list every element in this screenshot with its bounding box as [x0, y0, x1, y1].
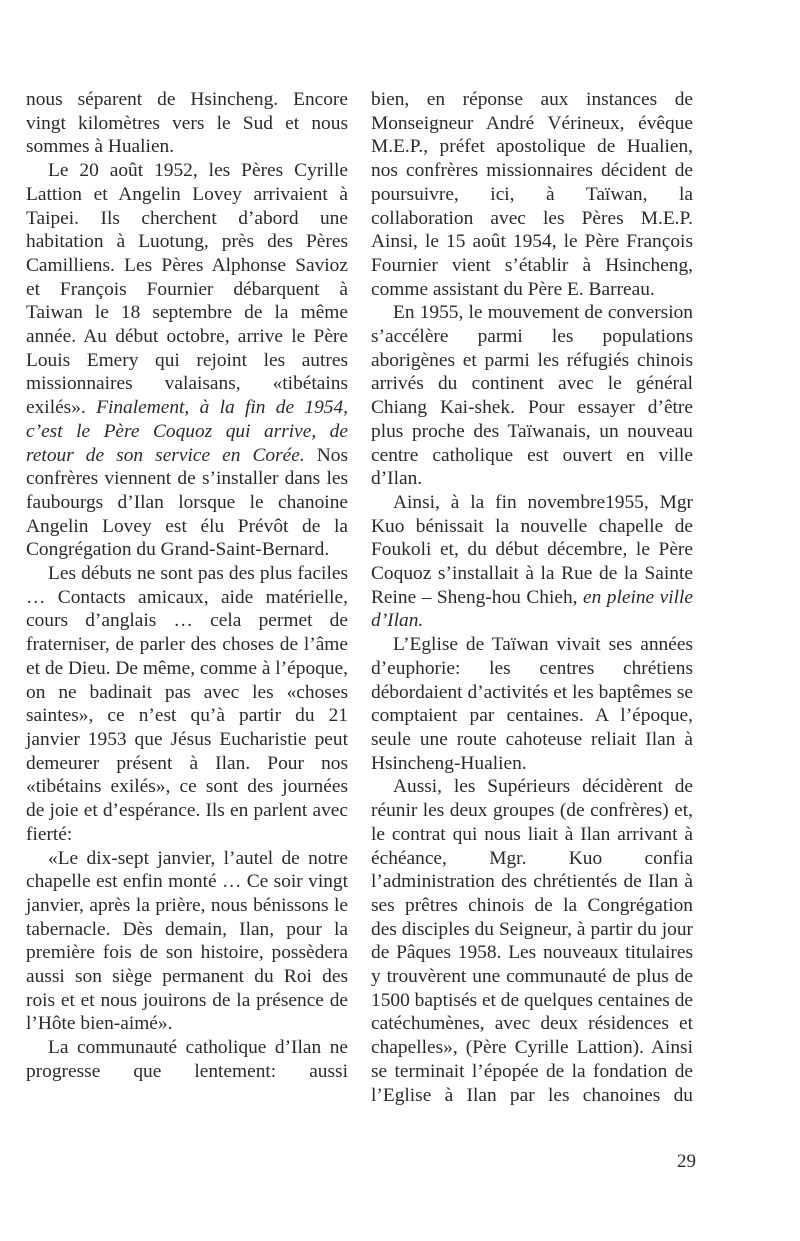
italic-passage: en pleine ville d’Ilan.: [371, 586, 693, 632]
paragraph-text: Nos confrères viennent de s’installer dans les faubourgs d’Ilan lorsque le chanoine Angelin Lovey est élu Prévôt de la Congrégation du Grand-Saint-Bernard.: [26, 444, 348, 561]
paragraph: [371, 491, 693, 633]
italic-passage: Finalement, à la fin de 1954, c’est le Père Coquoz qui arrive, de retour de son service en Corée.: [26, 397, 348, 466]
paragraph: L’Eglise de Taïwan vivait ses années d’euphorie: les centres chrétiens débordaient d’activités et les baptêmes se comptaient par centaines. A l’époque, seule une route cahoteuse reliait Ilan à Hsincheng-Hualien.: [371, 634, 693, 774]
left-column: [26, 88, 348, 1084]
paragraph: [26, 159, 348, 562]
page-number: 29: [677, 1151, 696, 1172]
paragraph: En 1955, le mouvement de conversion s’accélère parmi les populations aborigènes et parmi les réfugiés chinois arrivés du continent avec le général Chiang Kai-shek. Pour essayer d’être plus proche des Taïwanais, un nouveau centre catholique est ouvert en ville d’Ilan.: [371, 302, 693, 490]
paragraph: Aussi, les Supérieurs décidèrent de réunir les deux groupes (de confrères) et, le contrat qui nous liait à Ilan arrivant à échéance, Mgr. Kuo confia l’administration des chrétientés de Ilan à ses prêtres chinois de la Congrégation des disciples du Seigneur, à partir du jour de Pâques 1958. Les nouveaux titulaires y trouvèrent une communauté de plus de 1500 baptisés et de quelques centaines de catéchumènes, avec deux résidences et chapelles», (Père Cyrille Lattion). Ainsi se terminait l’épopée de la fondation de l’Eglise à Ilan par les chanoines du: [371, 776, 694, 1106]
paragraph: La communauté catholique d’Ilan ne progresse que lentement: aussi: [26, 1037, 348, 1082]
paragraph-text: Ainsi, à la fin novembre1955, Mgr Kuo bénissait la nouvelle chapelle de Foukoli et, du début décembre, le Père Coquoz s’installait à la Rue de la Sainte Reine – Sheng-hou Chieh,: [371, 491, 693, 608]
paragraph: nous séparent de Hsincheng. Encore vingt kilomètres vers le Sud et nous sommes à Hualien.: [26, 89, 348, 158]
right-column: [371, 88, 693, 1107]
paragraph: Les débuts ne sont pas des plus faciles … Contacts amicaux, aide matérielle, cours d’anglais … cela permet de fraterniser, de parler des choses de l’âme et de Dieu. De même, comme à l’époque, on ne badinait pas avec les «choses saintes», ce n’est qu’à partir du 21 janvier 1953 que Jésus Eucharistie peut demeurer présent à Ilan. Pour nos «tibétains exilés», ce sont des journées de joie et d’espérance. Ils en parlent avec fierté:: [26, 563, 348, 845]
paragraph: bien, en réponse aux instances de Monseigneur André Vérineux, évêque M.E.P., préfet apostolique de Hualien, nos confrères missionnaires décident de poursuivre, ici, à Taïwan, la collaboration avec les Pères M.E.P. Ainsi, le 15 août 1954, le Père François Fournier vient s’établir à Hsincheng, comme assistant du Père E. Barreau.: [371, 89, 693, 300]
paragraph-text: Le 20 août 1952, les Pères Cyrille Lattion et Angelin Lovey arrivaient à Taipei. Ils cherchent d’abord une habitation à Luotung, près des Pères Camilliens. Les Pères Alphonse Savioz et François Fournier débarquent à Taiwan le 18 septembre de la même année. Au début octobre, arrive le Père Louis Emery qui rejoint les autres missionnaires valaisans, «tibétains exilés».: [26, 160, 348, 419]
quotation-paragraph: «Le dix-sept janvier, l’autel de notre chapelle est enfin monté … Ce soir vingt janvier, après la prière, nous bénissons le tabernacle. Dès demain, Ilan, pour la première fois de son histoire, possèdera aussi son siège permanent du Roi des rois et et nous jouirons de la présence de l’Hôte bien-aimé».: [26, 847, 348, 1035]
